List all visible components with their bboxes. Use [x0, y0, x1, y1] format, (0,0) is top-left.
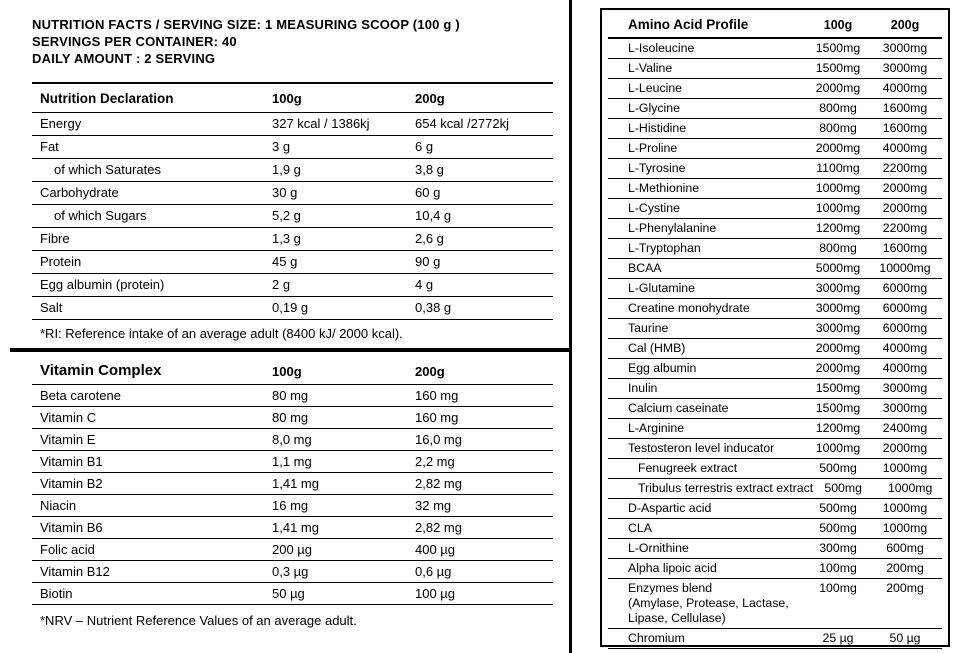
amino-row-value-100g: 1000mg [815, 441, 861, 455]
amino-row-value-100g: 500mg [819, 521, 857, 535]
vitamin-row-label: Vitamin C [40, 409, 97, 425]
nutrition-row [32, 228, 553, 251]
amino-row-value-200g: 3000mg [882, 41, 928, 55]
nutrition-row [32, 274, 553, 297]
amino-row-sublabel: (Amylase, Protease, Lactase, Lipase, Cellulase) [628, 596, 789, 625]
nutrition-row-label: Salt [40, 300, 63, 315]
amino-row-value-100g: 3000mg [815, 321, 861, 335]
amino-row-label-text: L-Ornithine [628, 541, 689, 555]
vitamin-row-value-100g: 8,0 mg [272, 431, 312, 447]
amino-row-label-text: D-Aspartic acid [628, 501, 712, 515]
nutrition-row-value-100g: 1,9 g [272, 162, 301, 177]
vitamin-row-value-200g: 2,82 mg [415, 475, 462, 491]
amino-row [608, 219, 942, 239]
amino-row [608, 579, 942, 629]
amino-row [608, 539, 942, 559]
amino-row-value-100g: 800mg [819, 241, 857, 255]
vitamin-row-value-100g: 80 mg [272, 387, 309, 403]
amino-row-label [628, 421, 808, 436]
amino-row-value-200g: 1000mg [882, 521, 928, 535]
vitamin-row-label: Vitamin B2 [40, 475, 103, 491]
amino-row-label-text: L-Glutamine [628, 281, 695, 295]
amino-row-value-200g: 2200mg [882, 161, 928, 175]
nutrition-row [32, 159, 553, 182]
amino-row-value-200g: 2000mg [882, 441, 928, 455]
nutrition-row-value-200g: 6 g [415, 139, 434, 154]
amino-row [608, 259, 942, 279]
nutrition-row-value-200g: 10,4 g [415, 208, 452, 223]
amino-row-label [628, 101, 808, 116]
amino-row-label [628, 501, 808, 516]
vitamin-row-value-100g: 1,41 mg [272, 519, 319, 535]
nutrition-table-title: Nutrition Declaration [40, 91, 174, 106]
left-panel [10, 0, 572, 653]
amino-row-label [628, 441, 808, 456]
amino-row-label-text: L-Leucine [628, 81, 683, 95]
vitamin-col-header-200g: 200g [415, 364, 445, 379]
amino-row-value-100g: 500mg [824, 481, 862, 495]
nutrition-row-value-200g: 3,8 g [415, 162, 444, 177]
amino-row-label-text: Egg albumin [628, 361, 697, 375]
amino-row-label [628, 201, 808, 216]
vitamin-row-value-100g: 80 mg [272, 409, 309, 425]
vitamin-row-value-100g: 0,3 µg [272, 563, 309, 579]
amino-row-label-text: L-Methionine [628, 181, 700, 195]
amino-row-label [628, 61, 808, 76]
amino-row-label-text: Taurine [628, 321, 669, 335]
vitamin-row-label: Vitamin B12 [40, 563, 110, 579]
amino-row [608, 629, 942, 649]
amino-row-value-200g: 200mg [886, 581, 924, 595]
amino-row-value-200g: 3000mg [882, 61, 928, 75]
amino-row-label [628, 521, 808, 536]
amino-row-value-200g: 4000mg [882, 141, 928, 155]
nutrition-row-value-200g: 2,6 g [415, 231, 444, 246]
amino-row-label-text: L-Tyrosine [628, 161, 686, 175]
header-line-daily-amount: DAILY AMOUNT : 2 SERVING [32, 51, 216, 66]
vitamin-row-value-200g: 400 µg [415, 541, 456, 557]
vitamin-table-header [32, 352, 553, 385]
amino-row [608, 379, 942, 399]
amino-row-value-200g: 3000mg [882, 401, 928, 415]
nutrition-row-value-100g: 1,3 g [272, 231, 301, 246]
amino-row-label [628, 341, 808, 356]
vitamin-row-value-100g: 1,1 mg [272, 453, 312, 469]
amino-row-value-100g: 300mg [819, 541, 857, 555]
vitamin-row-label: Vitamin B1 [40, 453, 103, 469]
amino-row-label-text: L-Proline [628, 141, 678, 155]
vitamin-complex-table [32, 352, 553, 635]
nutrition-row-label: Protein [40, 254, 82, 269]
amino-row [608, 419, 942, 439]
amino-row-label-text: Enzymes blend [628, 581, 713, 595]
amino-row-label [628, 541, 808, 556]
amino-row-label-text: L-Histidine [628, 121, 687, 135]
amino-col-header-100g: 100g [823, 17, 853, 32]
nutrition-row-label: of which Saturates [54, 162, 161, 177]
amino-row-value-100g: 2000mg [815, 141, 861, 155]
amino-row-value-100g: 100mg [819, 561, 857, 575]
nutrition-row-label: Energy [40, 116, 82, 131]
amino-row [608, 339, 942, 359]
amino-row-label-text: L-Phenylalanine [628, 221, 717, 235]
amino-row-label [628, 581, 808, 626]
vitamin-row-value-200g: 0,6 µg [415, 563, 452, 579]
amino-row [608, 99, 942, 119]
nutrition-row [32, 251, 553, 274]
amino-row [608, 439, 942, 459]
amino-row [608, 399, 942, 419]
nutrition-row-value-200g: 60 g [415, 185, 441, 200]
amino-row [608, 79, 942, 99]
amino-row-value-100g: 1000mg [815, 201, 861, 215]
amino-row-label [628, 631, 808, 646]
amino-row-value-200g: 4000mg [882, 341, 928, 355]
amino-row-label [628, 561, 808, 576]
amino-row-value-200g: 1600mg [882, 101, 928, 115]
amino-row-label [628, 361, 808, 376]
amino-row-value-100g: 500mg [819, 461, 857, 475]
amino-row-label [628, 161, 808, 176]
vitamin-row-value-200g: 32 mg [415, 497, 452, 513]
amino-row-value-200g: 1600mg [882, 241, 928, 255]
vitamin-row-value-100g: 1,41 mg [272, 475, 319, 491]
nutrition-row-label: Carbohydrate [40, 185, 119, 200]
amino-row-value-100g: 1500mg [815, 61, 861, 75]
amino-row-value-100g: 1500mg [815, 401, 861, 415]
nutrition-rows [32, 113, 553, 320]
amino-row-label [628, 141, 808, 156]
amino-row-value-200g: 600mg [886, 541, 924, 555]
amino-row-label [628, 381, 808, 396]
amino-row-label [628, 261, 808, 276]
amino-row-value-100g: 3000mg [815, 281, 861, 295]
vitamin-row [32, 539, 553, 561]
nutrition-row [32, 182, 553, 205]
vitamin-row [32, 561, 553, 583]
nutrition-row-label: Fibre [40, 231, 70, 246]
vitamin-row [32, 495, 553, 517]
amino-row [608, 319, 942, 339]
vitamin-row-value-200g: 2,82 mg [415, 519, 462, 535]
amino-row-value-100g: 2000mg [815, 341, 861, 355]
nrv-note: *NRV – Nutrient Reference Values of an average adult. [40, 613, 357, 628]
nutrition-row-value-100g: 327 kcal / 1386kj [272, 116, 370, 131]
vitamin-row [32, 385, 553, 407]
amino-row-value-100g: 2000mg [815, 81, 861, 95]
amino-row-label-text: Inulin [628, 381, 658, 395]
amino-row-label-text: Chromium [628, 631, 685, 645]
vitamin-rows [32, 385, 553, 605]
vitamin-row-value-200g: 160 mg [415, 387, 459, 403]
amino-row-value-100g: 1200mg [815, 221, 861, 235]
vitamin-row-value-200g: 2,2 mg [415, 453, 455, 469]
amino-row-label-text: Calcium caseinate [628, 401, 729, 415]
amino-row [608, 159, 942, 179]
vitamin-row-label: Vitamin E [40, 431, 96, 447]
nutrition-col-header-200g: 200g [415, 91, 445, 106]
amino-row-label [628, 281, 808, 296]
vitamin-row-value-200g: 160 mg [415, 409, 459, 425]
nutrition-row-value-100g: 5,2 g [272, 208, 301, 223]
vitamin-col-header-100g: 100g [272, 364, 302, 379]
amino-row-label-text: L-Valine [628, 61, 673, 75]
amino-row-value-200g: 50 µg [889, 631, 921, 645]
amino-row-value-100g: 5000mg [815, 261, 861, 275]
amino-row-value-200g: 3000mg [882, 381, 928, 395]
amino-row-label-text: L-Arginine [628, 421, 685, 435]
amino-row-label-text: Fenugreek extract [638, 461, 738, 475]
nutrition-row-value-100g: 0,19 g [272, 300, 309, 315]
amino-row-value-200g: 1000mg [887, 481, 933, 495]
amino-row [608, 119, 942, 139]
amino-row-value-100g: 500mg [819, 501, 857, 515]
amino-row-label [628, 301, 808, 316]
nutrition-row-value-100g: 3 g [272, 139, 291, 154]
vitamin-row-value-100g: 16 mg [272, 497, 309, 513]
amino-rows [608, 39, 942, 649]
amino-table-header [608, 12, 942, 39]
header-line-serving-size: NUTRITION FACTS / SERVING SIZE: 1 MEASURING SCOOP (100 g ) [32, 17, 460, 32]
amino-row [608, 459, 942, 479]
amino-row [608, 59, 942, 79]
amino-row-label [628, 401, 808, 416]
header-line-servings-per-container: SERVINGS PER CONTAINER: 40 [32, 34, 237, 49]
amino-row-value-200g: 2400mg [882, 421, 928, 435]
amino-row-value-100g: 800mg [819, 101, 857, 115]
nutrition-declaration-table [32, 82, 553, 348]
nutrition-row-label: of which Sugars [54, 208, 147, 223]
amino-row-label [628, 221, 808, 236]
amino-row-label-text: BCAA [628, 261, 662, 275]
nutrition-col-header-100g: 100g [272, 91, 302, 106]
amino-row-value-200g: 6000mg [882, 301, 928, 315]
amino-row-label [628, 321, 808, 336]
amino-row [608, 39, 942, 59]
amino-row-value-200g: 2000mg [882, 201, 928, 215]
nutrition-row-value-200g: 654 kcal /2772kj [415, 116, 509, 131]
amino-acid-panel [600, 8, 950, 647]
nutrition-row [32, 297, 553, 320]
amino-row-value-100g: 1100mg [816, 161, 860, 175]
amino-row-label-text: Alpha lipoic acid [628, 561, 717, 575]
amino-row-label-text: Tribulus terrestris extract extract [638, 481, 814, 495]
amino-row [608, 559, 942, 579]
vitamin-row [32, 473, 553, 495]
amino-row [608, 239, 942, 259]
vitamin-row-label: Biotin [40, 585, 73, 601]
amino-row-value-200g: 6000mg [882, 281, 928, 295]
amino-row-value-200g: 1000mg [882, 461, 928, 475]
vitamin-table-title: Vitamin Complex [40, 362, 162, 379]
vitamin-row [32, 429, 553, 451]
vitamin-row-value-200g: 16,0 mg [415, 431, 462, 447]
ri-note: *RI: Reference intake of an average adult (8400 kJ/ 2000 kcal). [40, 326, 403, 341]
amino-row-value-100g: 1500mg [815, 381, 861, 395]
amino-table-title: Amino Acid Profile [628, 17, 749, 32]
nutrition-row [32, 205, 553, 228]
vitamin-row-label: Niacin [40, 497, 77, 513]
nutrition-row-label: Egg albumin (protein) [40, 277, 165, 292]
amino-row [608, 199, 942, 219]
nutrition-row-value-200g: 0,38 g [415, 300, 452, 315]
amino-row [608, 299, 942, 319]
amino-row [608, 179, 942, 199]
amino-row-label [628, 481, 813, 496]
amino-row-value-100g: 1500mg [815, 41, 861, 55]
amino-row [608, 519, 942, 539]
amino-row-value-100g: 1000mg [815, 181, 861, 195]
amino-row-label [628, 461, 808, 476]
nutrition-row [32, 136, 553, 159]
amino-row-value-100g: 3000mg [815, 301, 861, 315]
nutrition-row-value-100g: 45 g [272, 254, 298, 269]
amino-row-label [628, 241, 808, 256]
amino-row-value-200g: 1000mg [882, 501, 928, 515]
vitamin-row [32, 451, 553, 473]
amino-row-value-100g: 1200mg [815, 421, 861, 435]
amino-row-value-100g: 100mg [819, 581, 857, 595]
vitamin-row-label: Beta carotene [40, 387, 121, 403]
amino-row-label-text: CLA [628, 521, 652, 535]
amino-row-label [628, 41, 808, 56]
amino-row-label-text: L-Tryptophan [628, 241, 701, 255]
amino-row [608, 499, 942, 519]
amino-row-label-text: L-Cystine [628, 201, 680, 215]
vitamin-row-label: Vitamin B6 [40, 519, 103, 535]
amino-row-label-text: L-Glycine [628, 101, 680, 115]
amino-row-label [628, 81, 808, 96]
vitamin-row [32, 583, 553, 605]
amino-row [608, 479, 942, 499]
vitamin-row [32, 407, 553, 429]
amino-row-value-200g: 10000mg [879, 261, 931, 275]
vitamin-row-value-100g: 200 µg [272, 541, 313, 557]
vitamin-row-value-100g: 50 µg [272, 585, 305, 601]
vitamin-row-value-200g: 100 µg [415, 585, 456, 601]
nutrition-row-label: Fat [40, 139, 59, 154]
amino-row-label-text: Cal (HMB) [628, 341, 686, 355]
nutrition-row [32, 113, 553, 136]
nutrition-row-value-100g: 2 g [272, 277, 291, 292]
amino-col-header-200g: 200g [890, 17, 920, 32]
amino-row-label [628, 181, 808, 196]
amino-row [608, 359, 942, 379]
amino-row-label [628, 121, 808, 136]
amino-row-value-200g: 2200mg [882, 221, 928, 235]
nutrition-row-value-200g: 4 g [415, 277, 434, 292]
label-header [32, 16, 553, 67]
amino-row-value-100g: 2000mg [815, 361, 861, 375]
nutrition-table-header [32, 82, 553, 113]
amino-row [608, 279, 942, 299]
amino-row [608, 139, 942, 159]
amino-row-value-200g: 4000mg [882, 361, 928, 375]
amino-row-value-100g: 25 µg [822, 631, 854, 645]
nutrition-row-value-200g: 90 g [415, 254, 441, 269]
vitamin-row [32, 517, 553, 539]
amino-row-value-100g: 800mg [819, 121, 857, 135]
nutrition-row-value-100g: 30 g [272, 185, 298, 200]
vitamin-row-label: Folic acid [40, 541, 95, 557]
amino-row-value-200g: 1600mg [882, 121, 928, 135]
amino-row-value-200g: 2000mg [882, 181, 928, 195]
amino-row-value-200g: 6000mg [882, 321, 928, 335]
amino-row-label-text: L-Isoleucine [628, 41, 695, 55]
amino-row-value-200g: 4000mg [882, 81, 928, 95]
amino-row-label-text: Creatine monohydrate [628, 301, 750, 315]
amino-row-value-200g: 200mg [886, 561, 924, 575]
amino-row-label-text: Testosteron level inducator [628, 441, 775, 455]
